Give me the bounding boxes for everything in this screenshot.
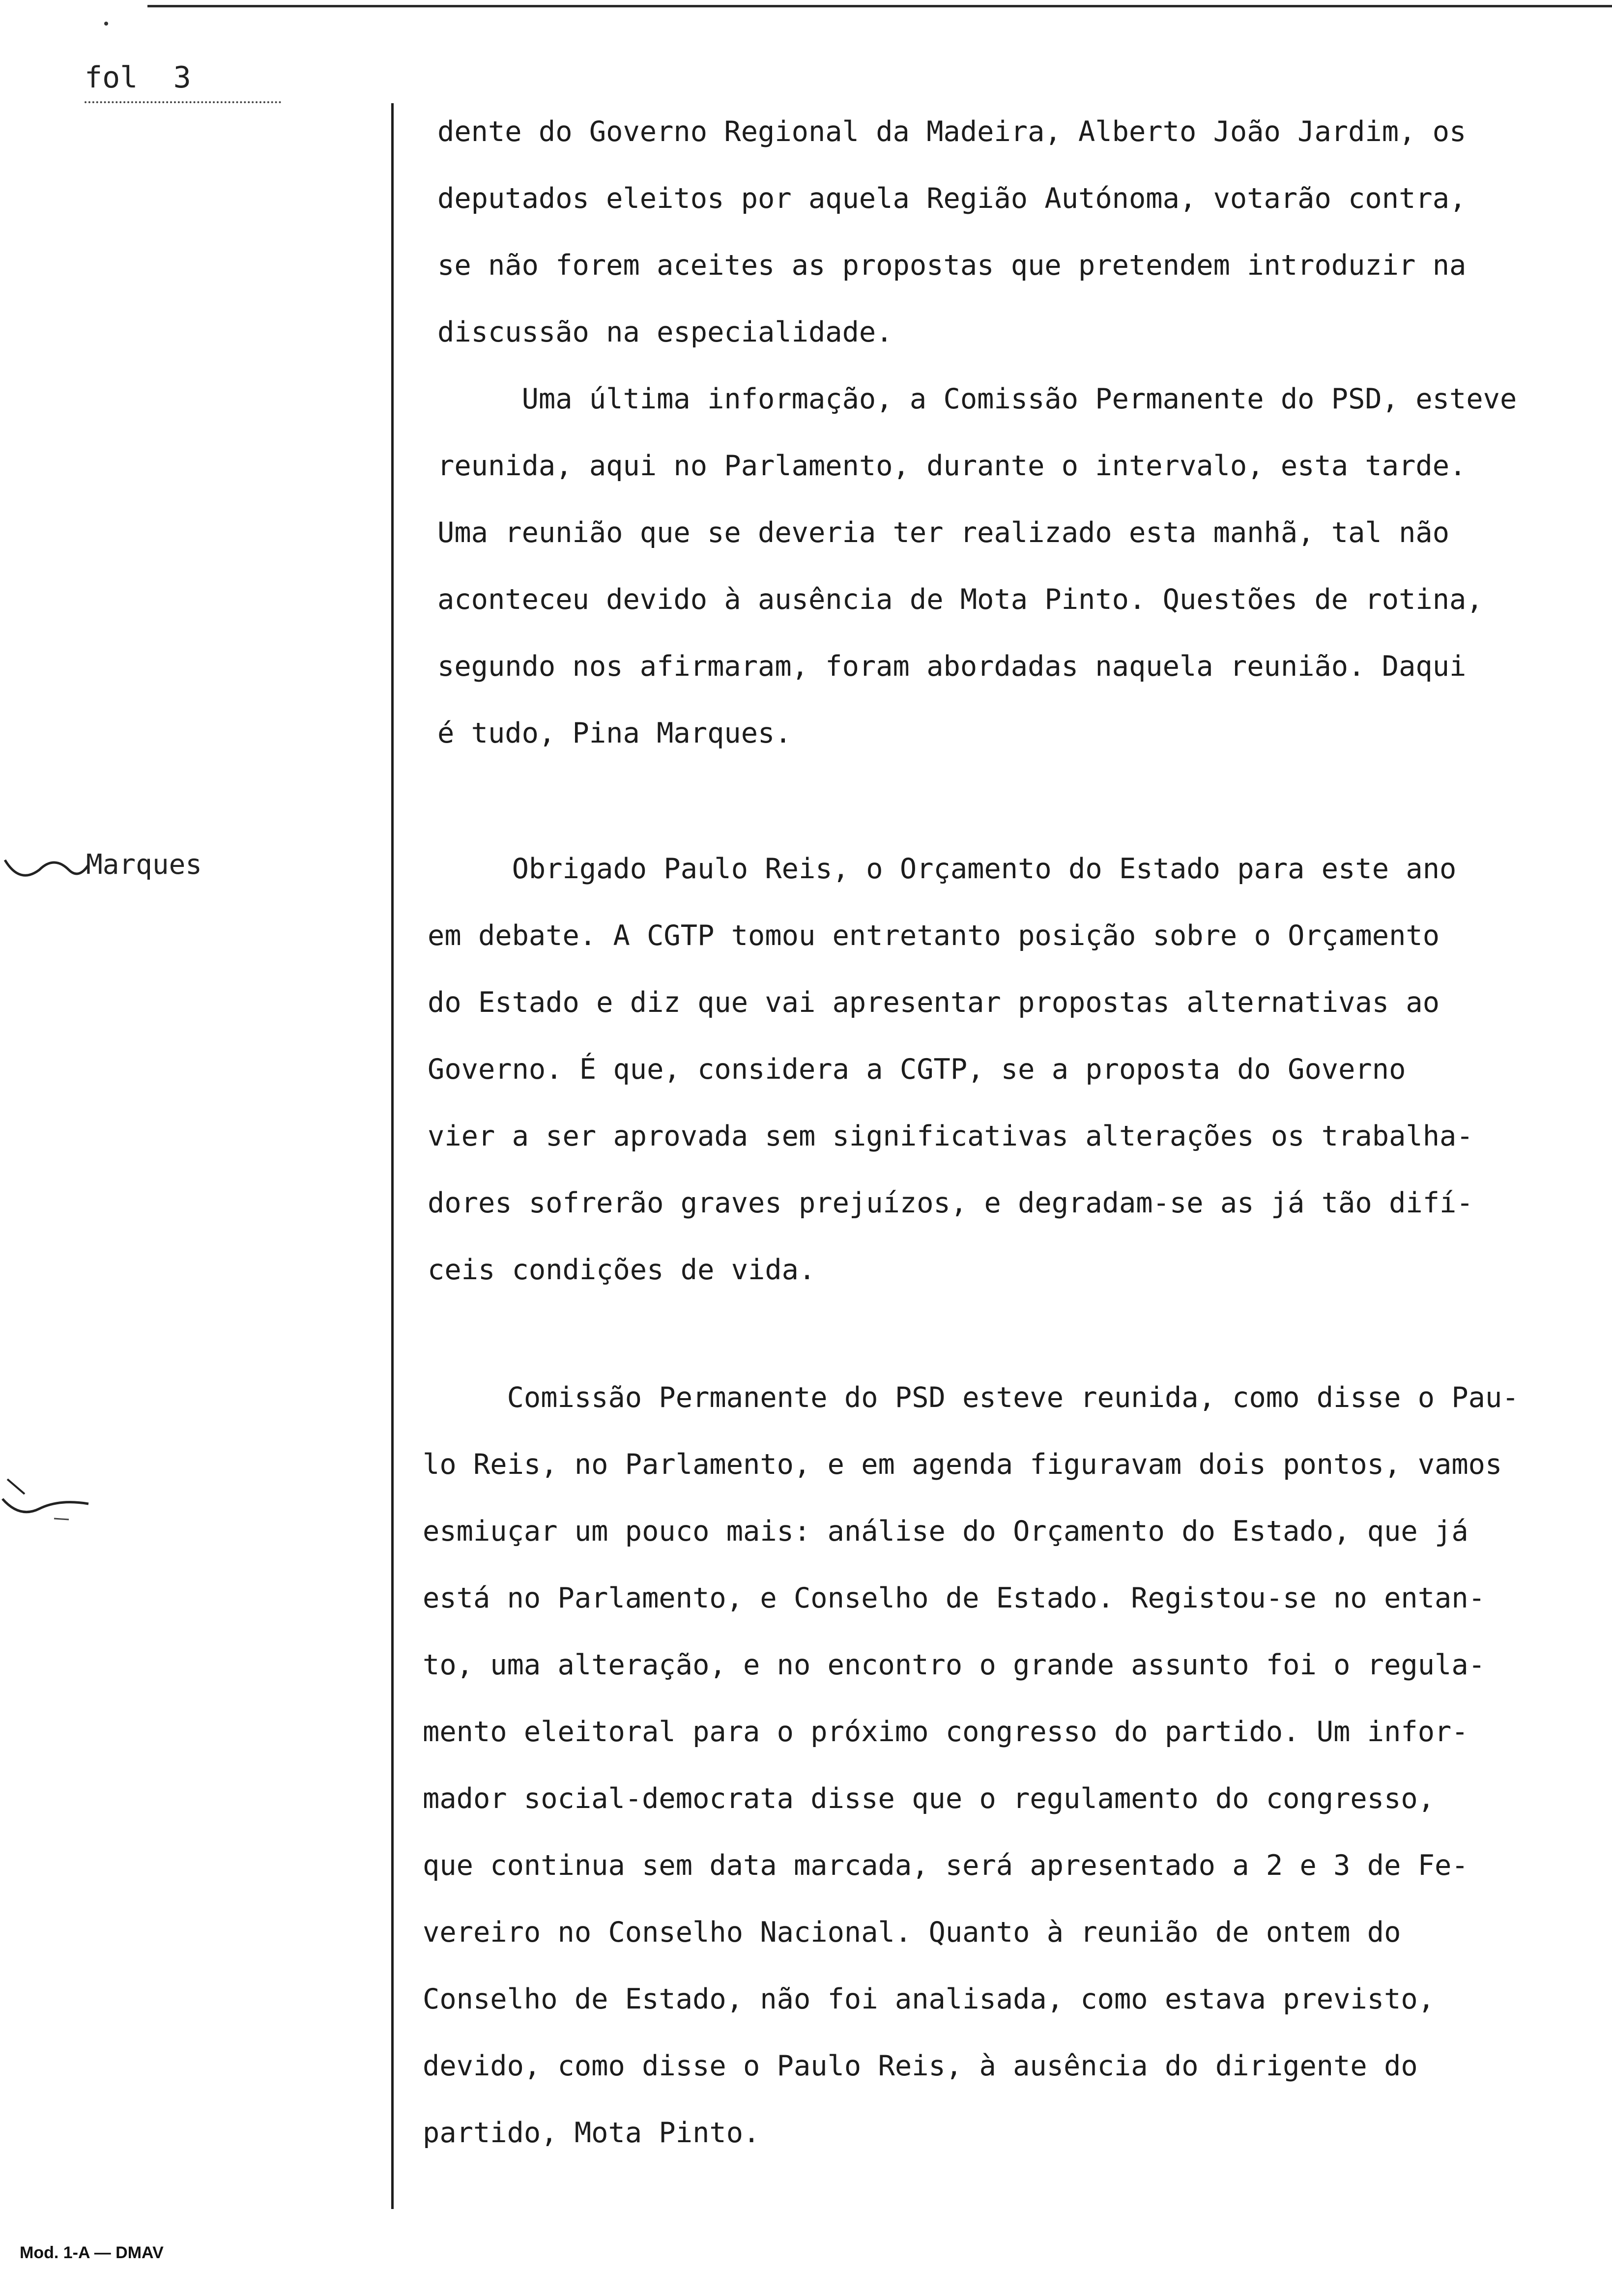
speaker-label: Marques [86, 849, 202, 881]
top-rule [147, 5, 1612, 7]
text-line: Governo. É que, considera a CGTP, se a proposta do Governo [428, 1053, 1406, 1086]
text-line: é tudo, Pina Marques. [437, 717, 792, 749]
paragraph-block-3 [423, 1364, 1519, 2166]
text-line: do Estado e diz que vai apresentar propostas alternativas ao [428, 986, 1440, 1019]
text-line: lo Reis, no Parlamento, e em agenda figuravam dois pontos, vamos [423, 1448, 1502, 1481]
form-code: Mod. 1-A — DMAV [20, 2243, 164, 2262]
text-line: reunida, aqui no Parlamento, durante o intervalo, esta tarde. [437, 450, 1467, 482]
text-line: mador social-democrata disse que o regulamento do congresso, [423, 1782, 1435, 1815]
text-line: partido, Mota Pinto. [423, 2117, 760, 2149]
text-line: em debate. A CGTP tomou entretanto posição sobre o Orçamento [428, 919, 1440, 952]
margin-scribble-1 [0, 835, 98, 894]
text-line: Obrigado Paulo Reis, o Orçamento do Estado para este ano [428, 853, 1457, 885]
margin-rule [391, 103, 394, 2209]
ink-dot [104, 22, 108, 26]
paragraph-block-1 [437, 98, 1517, 767]
text-line: vier a ser aprovada sem significativas alterações os trabalha- [428, 1120, 1473, 1152]
text-line: to, uma alteração, e no encontro o grande assunto foi o regula- [423, 1649, 1485, 1681]
text-line: dente do Governo Regional da Madeira, Alberto João Jardim, os [437, 115, 1467, 148]
text-line: segundo nos afirmaram, foram abordadas naquela reunião. Daqui [437, 650, 1467, 683]
text-line: Uma reunião que se deveria ter realizado esta manhã, tal não [437, 517, 1450, 549]
text-line: dores sofrerão graves prejuízos, e degradam-se as já tão difí- [428, 1187, 1473, 1219]
folio-number: fol 3 [85, 58, 281, 103]
text-line: devido, como disse o Paulo Reis, à ausência do dirigente do [423, 2050, 1418, 2082]
text-line: está no Parlamento, e Conselho de Estado. Registou-se no entan- [423, 1582, 1485, 1614]
text-line: Conselho de Estado, não foi analisada, como estava previsto, [423, 1983, 1435, 2015]
text-line: discussão na especialidade. [437, 316, 893, 348]
margin-scribble-2 [0, 1464, 98, 1538]
text-line: esmiuçar um pouco mais: análise do Orçamento do Estado, que já [423, 1515, 1468, 1548]
text-line: mento eleitoral para o próximo congresso do partido. Um infor- [423, 1716, 1468, 1748]
text-line: aconteceu devido à ausência de Mota Pinto. Questões de rotina, [437, 583, 1483, 616]
paragraph-block-2 [428, 835, 1473, 1303]
text-line: deputados eleitos por aquela Região Autónoma, votarão contra, [437, 182, 1467, 215]
text-line: Comissão Permanente do PSD esteve reunida, como disse o Pau- [423, 1381, 1519, 1414]
text-line: vereiro no Conselho Nacional. Quanto à reunião de ontem do [423, 1916, 1401, 1949]
text-line: se não forem aceites as propostas que pretendem introduzir na [437, 249, 1467, 282]
text-line: Uma última informação, a Comissão Permanente do PSD, esteve [437, 383, 1517, 415]
text-line: ceis condições de vida. [428, 1254, 816, 1286]
text-line: que continua sem data marcada, será apresentado a 2 e 3 de Fe- [423, 1849, 1468, 1882]
